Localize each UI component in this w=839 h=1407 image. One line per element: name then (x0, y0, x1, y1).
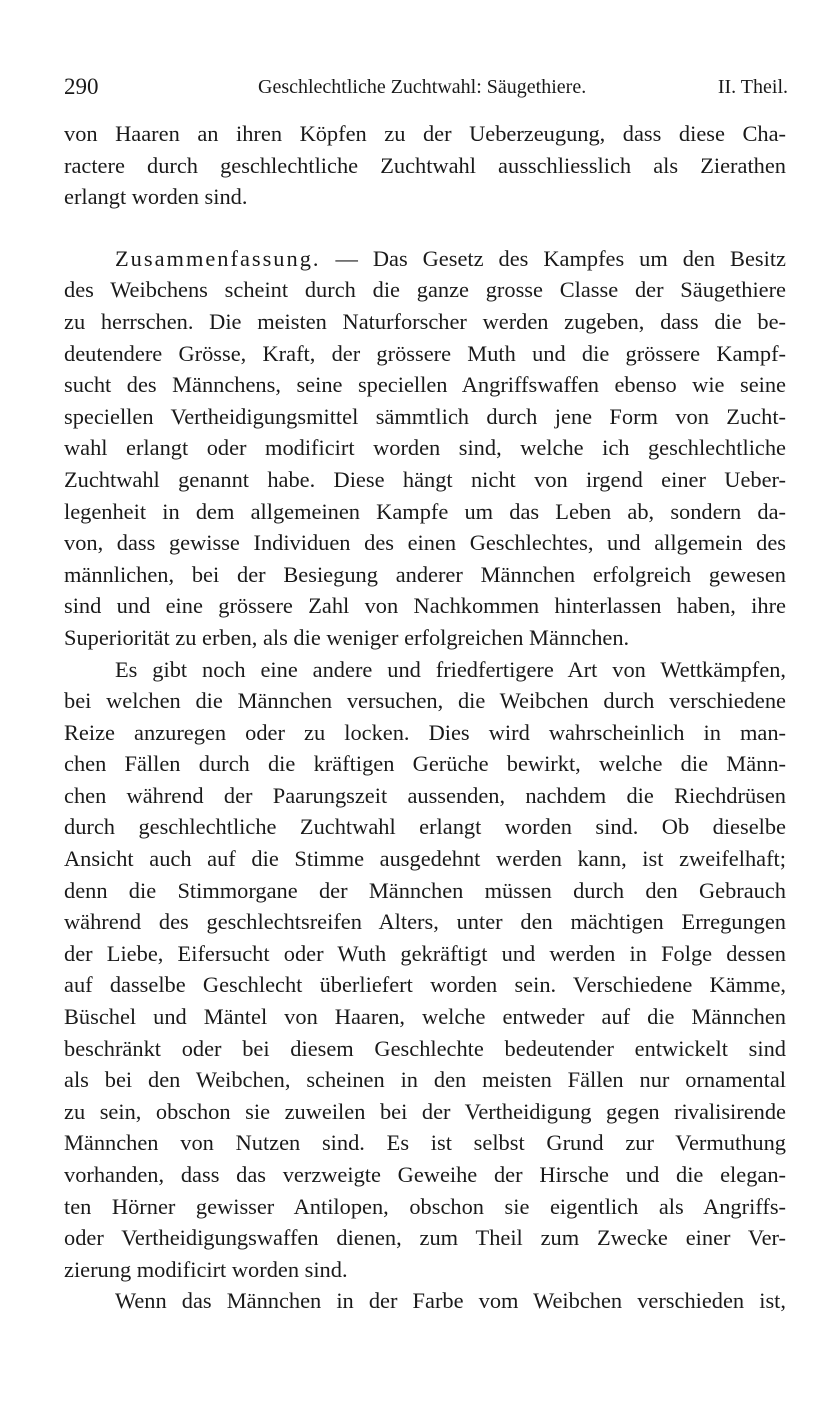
text-line: deutendere Grösse, Kraft, der grössere Muth und die grössere Kampf- (64, 340, 786, 366)
text-line: durch geschlechtliche Zuchtwahl erlangt worden sind. Ob dieselbe (64, 814, 786, 840)
text-line: chen Fällen durch die kräftigen Gerüche bewirkt, welche die Männ- (64, 751, 786, 777)
page-number: 290 (64, 74, 99, 99)
section-heading: Zusammenfassung. (115, 245, 321, 271)
text-line: ractere durch geschlechtliche Zuchtwahl ausschliesslich als Zierathen (64, 152, 786, 178)
text-line: sucht des Männchens, seine speciellen Angriffswaffen ebenso wie seine (64, 372, 786, 398)
text-line: beschränkt oder bei diesem Geschlechte bedeutender entwickelt sind (64, 1035, 786, 1061)
text-line: Reize anzuregen oder zu locken. Dies wird wahrscheinlich in man- (64, 719, 786, 745)
text-line: ten Hörner gewisser Antilopen, obschon sie eigentlich als Angriffs- (64, 1193, 786, 1219)
text-line: vorhanden, dass das verzweigte Geweihe der Hirsche und die elegan- (64, 1162, 786, 1187)
paragraph (64, 118, 786, 213)
text-line: Ansicht auch auf die Stimme ausgedehnt werden kann, ist zweifelhaft; (64, 846, 786, 872)
summary-paragraph (64, 243, 786, 654)
text-line: oder Vertheidigungswaffen dienen, zum Theil zum Zwecke einer Ver- (64, 1225, 786, 1251)
text-line: Büschel und Mäntel von Haaren, welche entweder auf die Männchen (64, 1004, 786, 1030)
text-line: zu sein, obschon sie zuweilen bei der Vertheidigung gegen rivalisirende (64, 1098, 786, 1124)
text-line: sind und eine grössere Zahl von Nachkommen hinterlassen haben, ihre (64, 593, 786, 619)
text-line: denn die Stimmorgane der Männchen müssen durch den Gebrauch (64, 877, 786, 903)
text-line: Zuchtwahl genannt habe. Diese hängt nicht von irgend einer Ueber- (64, 466, 786, 492)
text-line: Männchen von Nutzen sind. Es ist selbst Grund zur Vermuthung (64, 1130, 786, 1156)
text-line: speciellen Vertheidigungsmittel sämmtlich durch jene Form von Zucht- (64, 403, 786, 429)
text-line: bei welchen die Männchen versuchen, die Weibchen durch verschiedene (64, 688, 786, 714)
text-line: chen während der Paarungszeit aussenden, nachdem die Riechdrüsen (64, 782, 786, 808)
text-line: während des geschlechtsreifen Alters, unter den mächtigen Erregungen (64, 909, 786, 935)
text-line: Wenn das Männchen in der Farbe vom Weibchen verschieden ist, (115, 1288, 786, 1314)
text-line: Superiorität zu erben, als die weniger erfolgreichen Männchen. (64, 624, 630, 650)
text-line: von, dass gewisse Individuen des einen Geschlechtes, und allgemein des (64, 530, 786, 556)
text-line: erlangt worden sind. (64, 184, 248, 210)
running-title: Geschlechtliche Zuchtwahl: Säugethiere. (258, 76, 587, 98)
paragraph (64, 654, 786, 1286)
body-text (64, 118, 786, 1317)
text-line: Es gibt noch eine andere und friedfertigere Art von Wettkämpfen, (115, 656, 786, 682)
text-line: der Liebe, Eifersucht oder Wuth gekräftigt und werden in Folge dessen (64, 940, 786, 966)
text-line (64, 243, 786, 275)
part-label: II. Theil. (717, 76, 788, 98)
text-line: zierung modificirt worden sind. (64, 1256, 348, 1282)
text-line: wahl erlangt oder modificirt worden sind, welche ich geschlechtliche (64, 435, 786, 461)
paragraph (64, 1285, 786, 1317)
text-line: männlichen, bei der Besiegung anderer Männchen erfolgreich gewesen (64, 561, 786, 587)
text-line: zu herrschen. Die meisten Naturforscher werden zugeben, dass die be- (64, 308, 786, 334)
running-head (64, 70, 788, 104)
text-line: legenheit in dem allgemeinen Kampfe um das Leben ab, sondern da- (64, 498, 786, 524)
text-line: von Haaren an ihren Köpfen zu der Ueberzeugung, dass diese Cha- (64, 121, 786, 146)
text-line: auf dasselbe Geschlecht überliefert worden sein. Verschiedene Kämme, (64, 972, 786, 998)
section-gap (64, 213, 786, 243)
text-line: als bei den Weibchen, scheinen in den meisten Fällen nur ornamental (64, 1067, 786, 1093)
text-line-rest: — Das Gesetz des Kampfes um den Besitz (335, 245, 786, 271)
text-line: des Weibchens scheint durch die ganze grosse Classe der Säugethiere (64, 277, 786, 303)
